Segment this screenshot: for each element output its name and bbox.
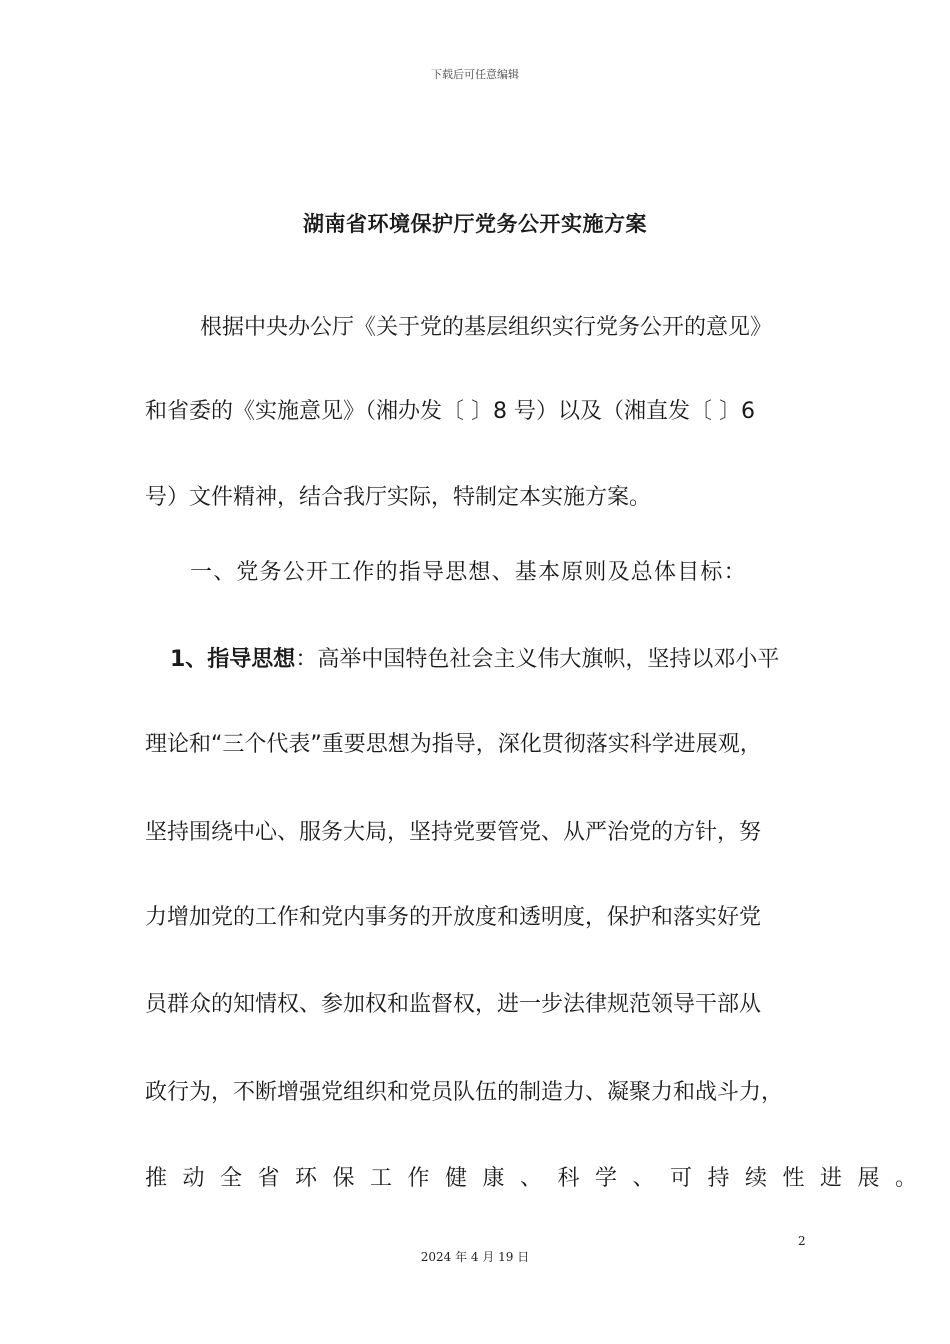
section-heading-1: 一、党务公开工作的指导思想、基本原则及总体目标：: [190, 560, 747, 585]
point-1-first-line: [170, 645, 835, 675]
footer-date: 2024 年 4 月 19 日: [420, 1250, 530, 1264]
paragraph-line-8: 力增加党的工作和党内事务的开放度和透明度，保护和落实好党: [145, 905, 762, 930]
point-1-label: 1、指导思想: [170, 647, 296, 672]
paragraph-line-6: 理论和“三个代表”重要思想为指导，深化贯彻落实科学进展观，: [145, 732, 762, 757]
point-1-text: 高举中国特色社会主义伟大旗帜，坚持以邓小平: [317, 647, 780, 672]
paragraph-line-1: 根据中央办公厅《关于党的基层组织实行党务公开的意见》: [200, 315, 773, 340]
point-1-colon: ：: [295, 647, 318, 672]
paragraph-line-2: 和省委的《实施意见》（湘办发〔 〕8 号）以及（湘直发〔 〕6: [145, 399, 755, 424]
paragraph-line-10: 政行为，不断增强党组织和党员队伍的制造力、凝聚力和战斗力，: [145, 1080, 784, 1105]
paragraph-line-9: 员群众的知情权、参加权和监督权，进一步法律规范领导干部从: [145, 992, 762, 1017]
document-title: 湖南省环境保护厅党务公开实施方案: [303, 212, 647, 236]
paragraph-line-7: 坚持围绕中心、服务大局，坚持党要管党、从严治党的方针，努: [145, 820, 762, 845]
paragraph-line-11: 推动全省环保工作健康、科学、可持续性进展。: [145, 1166, 933, 1191]
header-note: 下载后可任意编辑: [431, 68, 519, 81]
page-number: 2: [798, 1234, 806, 1248]
paragraph-line-3: 号）文件精神，结合我厅实际，特制定本实施方案。: [145, 485, 652, 510]
